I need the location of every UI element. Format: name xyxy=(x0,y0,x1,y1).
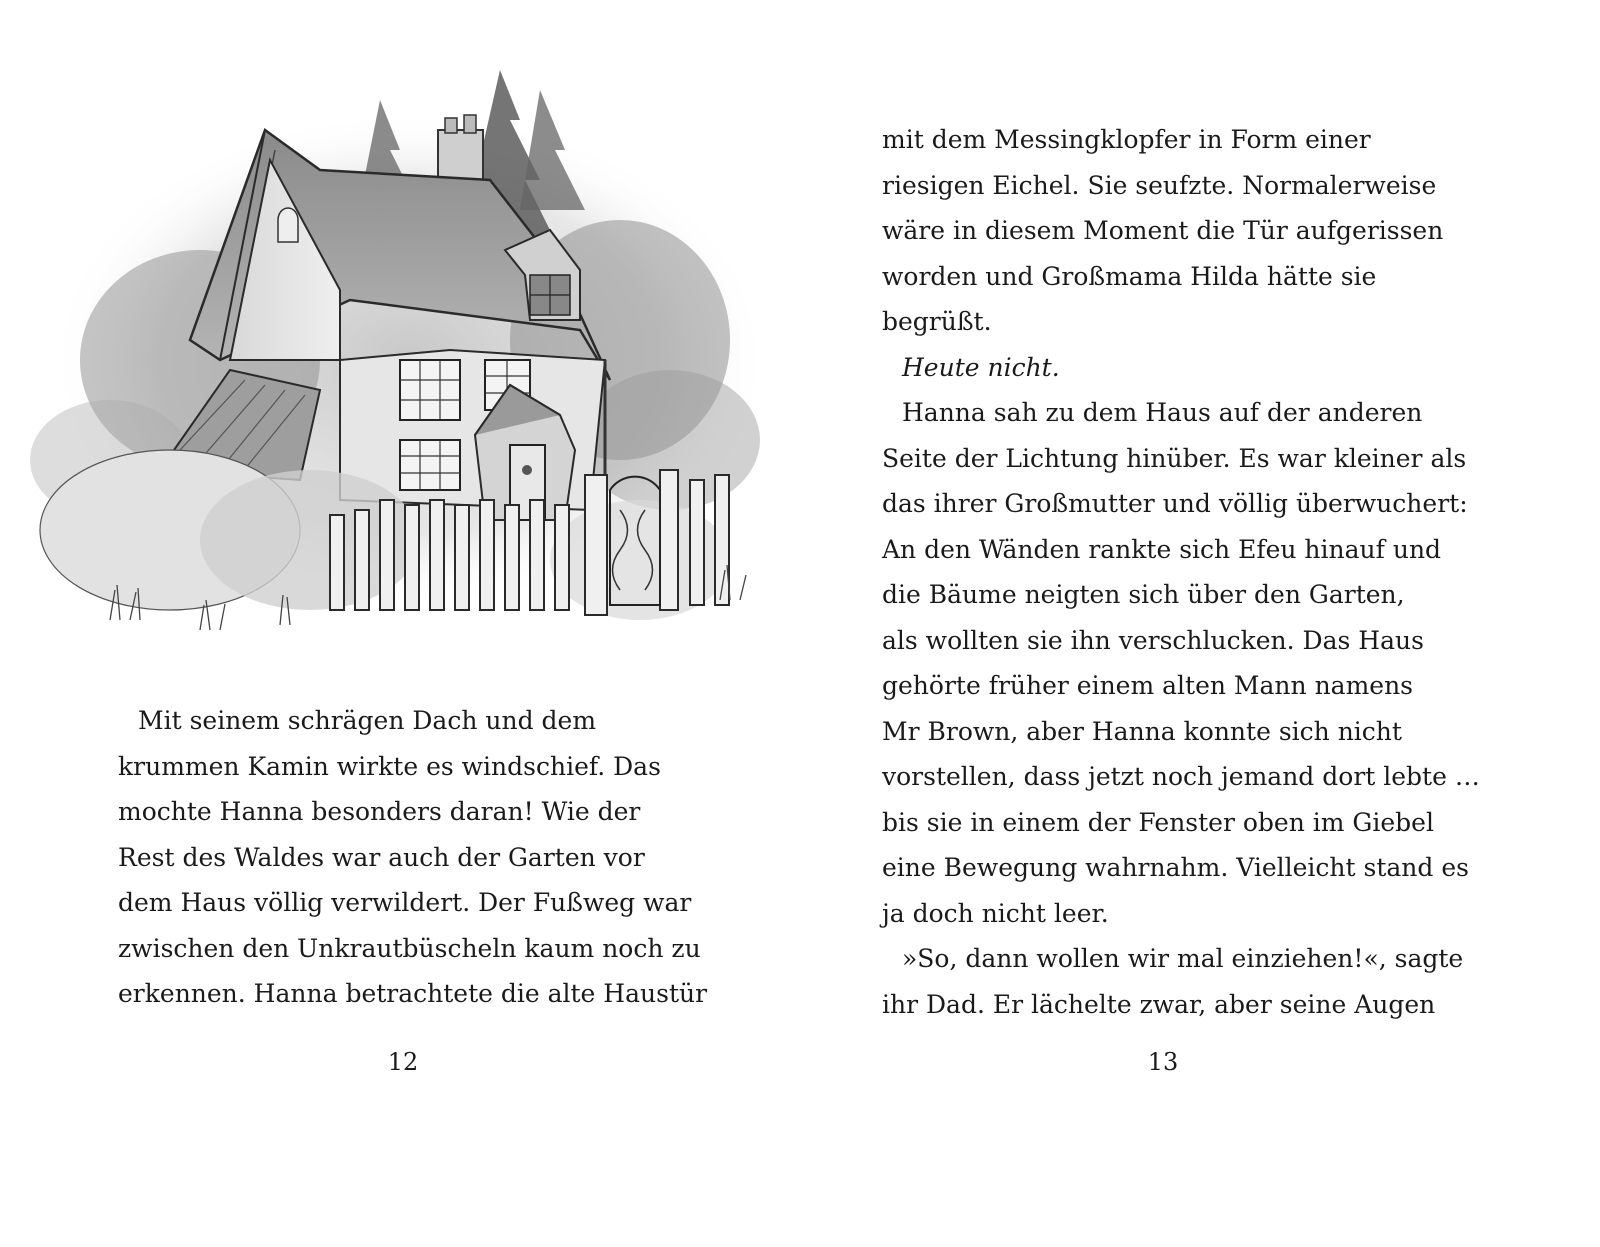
text-line: Mit seinem schrägen Dach und dem xyxy=(138,706,597,735)
text-line: Seite der Lichtung hinüber. Es war kleiner als xyxy=(882,443,1467,473)
text-line: Rest des Waldes war auch der Garten vor xyxy=(118,842,645,872)
cottage-illustration xyxy=(20,60,780,680)
text-line: erkennen. Hanna betrachtete die alte Haustür xyxy=(118,979,708,1008)
text-line: gehörte früher einem alten Mann namens xyxy=(882,671,1414,700)
text-line: bis sie in einem der Fenster oben im Giebel xyxy=(882,807,1434,837)
left-page-text xyxy=(118,698,707,1017)
text-line: mochte Hanna besonders daran! Wie der xyxy=(118,797,641,826)
right-page-text xyxy=(882,117,1480,1027)
text-line: vorstellen, dass jetzt noch jemand dort lebte … xyxy=(882,762,1480,791)
text-line: eine Bewegung wahrnahm. Vielleicht stand es xyxy=(882,853,1469,882)
text-line: begrüßt. xyxy=(882,307,992,336)
text-line: ihr Dad. Er lächelte zwar, aber seine Augen xyxy=(882,989,1436,1019)
page-number-left: 12 xyxy=(387,1048,419,1076)
text-line: worden und Großmama Hilda hätte sie xyxy=(882,261,1377,291)
text-line: das ihrer Großmutter und völlig überwuchert: xyxy=(882,489,1468,518)
text-line: mit dem Messingklopfer in Form einer xyxy=(882,125,1371,154)
text-line-italic: Heute nicht. xyxy=(902,352,1060,382)
text-line: wäre in diesem Moment die Tür aufgerissen xyxy=(882,216,1444,245)
text-line: zwischen den Unkrautbüscheln kaum noch zu xyxy=(118,933,701,963)
text-line: »So, dann wollen wir mal einziehen!«, sagte xyxy=(902,944,1464,973)
right-page xyxy=(800,0,1600,1247)
text-line: als wollten sie ihn verschlucken. Das Haus xyxy=(882,625,1424,655)
text-line: An den Wänden rankte sich Efeu hinauf und xyxy=(882,534,1442,564)
text-line: die Bäume neigten sich über den Garten, xyxy=(882,580,1405,609)
page-number-right: 13 xyxy=(1147,1048,1179,1076)
text-line: Hanna sah zu dem Haus auf der anderen xyxy=(902,398,1423,427)
text-line: dem Haus völlig verwildert. Der Fußweg war xyxy=(118,888,692,917)
text-line: ja doch nicht leer. xyxy=(882,898,1109,928)
text-line: riesigen Eichel. Sie seufzte. Normalerweise xyxy=(882,170,1437,200)
text-line: Mr Brown, aber Hanna konnte sich nicht xyxy=(882,716,1402,746)
text-line: krummen Kamin wirkte es windschief. Das xyxy=(118,751,661,781)
